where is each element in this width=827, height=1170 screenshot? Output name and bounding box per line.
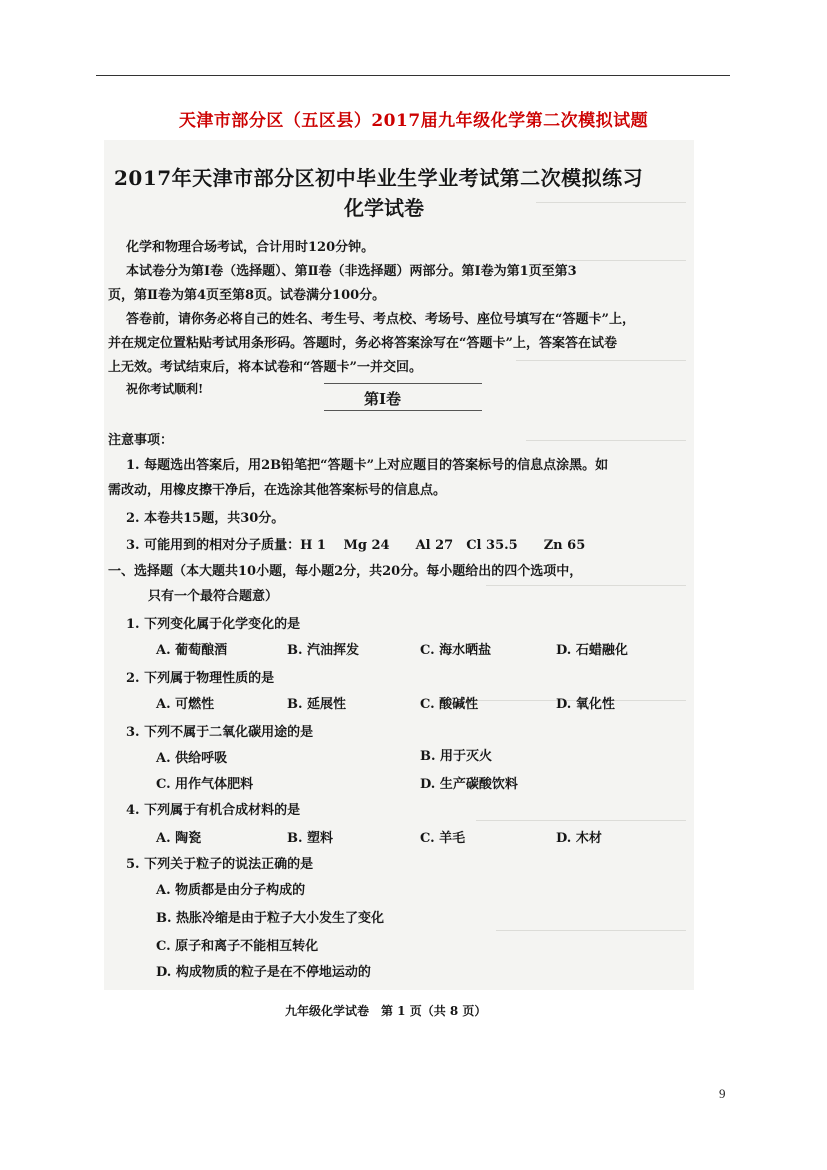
question-option: D. 石蜡融化 xyxy=(556,643,628,658)
notes-title: 注意事项： xyxy=(108,433,174,448)
intro-line: 本试卷分为第Ⅰ卷（选择题）、第Ⅱ卷（非选择题）两部分。第Ⅰ卷为第1页至第3 xyxy=(126,264,577,279)
intro-line: 化学和物理合场考试，合计用时120分钟。 xyxy=(126,240,375,255)
question-stem: 1. 下列变化属于化学变化的是 xyxy=(126,617,301,632)
question-option: A. 供给呼吸 xyxy=(156,751,228,766)
section-heading-box xyxy=(324,383,482,411)
intro-line: 祝你考试顺利! xyxy=(126,382,204,396)
bleed-through-mark xyxy=(486,585,686,586)
section-heading: 第Ⅰ卷 xyxy=(364,390,402,408)
bleed-through-mark xyxy=(536,202,686,203)
note-line: 3. 可能用到的相对分子质量：H 1 Mg 24 Al 27 Cl 35.5 Zn 65 xyxy=(126,538,586,553)
question-option: D. 氧化性 xyxy=(556,697,615,712)
intro-line: 并在规定位置粘贴考试用条形码。答题时，务必将答案涂写在“答题卡”上，答案答在试卷 xyxy=(108,336,617,351)
question-option: A. 物质都是由分子构成的 xyxy=(156,883,306,898)
note-line: 需改动，用橡皮擦干净后，在选涂其他答案标号的信息点。 xyxy=(108,483,447,498)
question-option: A. 陶瓷 xyxy=(156,831,202,846)
exam-subtitle: 化学试卷 xyxy=(344,196,424,220)
question-option: B. 塑料 xyxy=(287,831,334,846)
question-option: C. 海水晒盐 xyxy=(420,643,492,658)
question-option: B. 热胀冷缩是由于粒子大小发生了变化 xyxy=(156,911,385,926)
question-option: C. 用作气体肥料 xyxy=(156,777,254,792)
question-option: C. 羊毛 xyxy=(420,831,466,846)
bleed-through-mark xyxy=(476,820,686,821)
scanned-exam-page xyxy=(104,140,694,990)
exam-page-footer: 九年级化学试卷 第 1 页（共 8 页） xyxy=(285,1004,487,1018)
bleed-through-mark xyxy=(496,930,686,931)
bleed-through-mark xyxy=(516,360,686,361)
part-title: 一、选择题（本大题共10小题，每小题2分，共20分。每小题给出的四个选项中， xyxy=(108,564,583,579)
question-stem: 2. 下列属于物理性质的是 xyxy=(126,671,275,686)
part-subtitle: 只有一个最符合题意） xyxy=(148,589,279,604)
document-title: 天津市部分区（五区县）2017届九年级化学第二次模拟试题 xyxy=(178,111,649,131)
intro-line: 页，第Ⅱ卷为第4页至第8页。试卷满分100分。 xyxy=(108,288,386,303)
question-option: B. 用于灭火 xyxy=(420,749,493,764)
question-stem: 5. 下列关于粒子的说法正确的是 xyxy=(126,857,314,872)
question-stem: 4. 下列属于有机合成材料的是 xyxy=(126,803,301,818)
question-option: A. 可燃性 xyxy=(156,697,215,712)
question-option: D. 生产碳酸饮料 xyxy=(420,777,518,792)
question-option: B. 汽油挥发 xyxy=(287,643,360,658)
question-stem: 3. 下列不属于二氧化碳用途的是 xyxy=(126,725,314,740)
question-option: B. 延展性 xyxy=(287,697,347,712)
header-rule xyxy=(96,75,730,76)
question-option: D. 木材 xyxy=(556,831,602,846)
question-option: A. 葡萄酿酒 xyxy=(156,643,228,658)
note-line: 2. 本卷共15题，共30分。 xyxy=(126,511,285,526)
bleed-through-mark xyxy=(526,440,686,441)
question-option: C. 酸碱性 xyxy=(420,697,479,712)
question-option: C. 原子和离子不能相互转化 xyxy=(156,939,319,954)
intro-line: 答卷前，请你务必将自己的姓名、考生号、考点校、考场号、座位号填写在“答题卡”上， xyxy=(126,312,635,327)
note-line: 1. 每题选出答案后，用2B铅笔把“答题卡”上对应题目的答案标号的信息点涂黑。如 xyxy=(126,458,609,473)
question-option: D. 构成物质的粒子是在不停地运动的 xyxy=(156,965,371,980)
exam-title: 2017年天津市部分区初中毕业生学业考试第二次模拟练习 xyxy=(114,166,644,190)
intro-line: 上无效。考试结束后，将本试卷和“答题卡”一并交回。 xyxy=(108,360,422,375)
page-number: 9 xyxy=(719,1086,726,1101)
